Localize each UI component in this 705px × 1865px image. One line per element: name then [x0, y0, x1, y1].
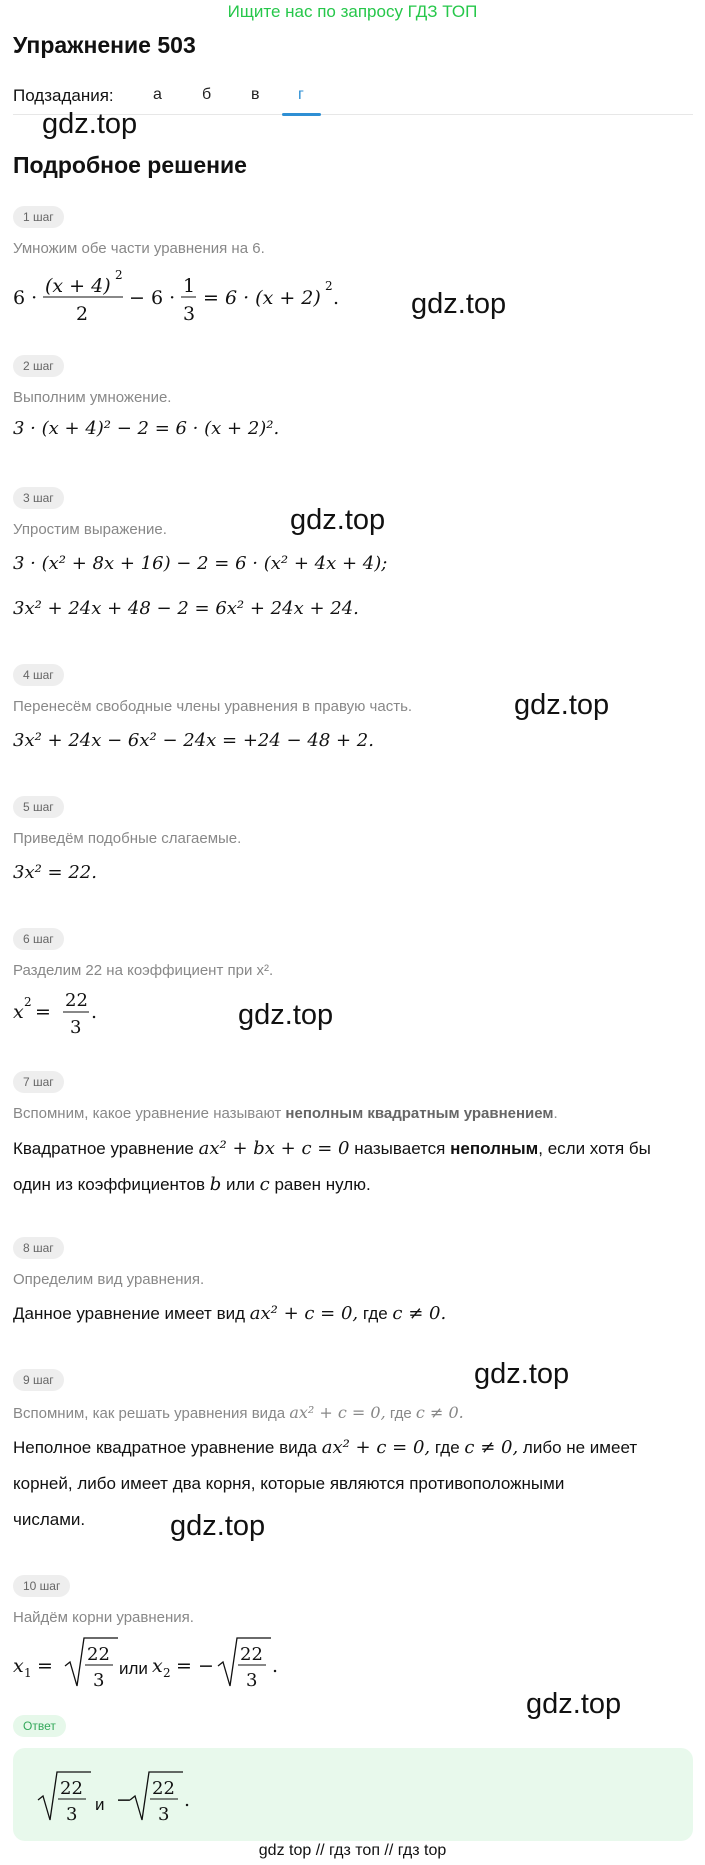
- step-description: Определим вид уравнения.: [13, 1271, 205, 1288]
- watermark: gdz.top: [526, 1688, 622, 1720]
- tab-v[interactable]: в: [251, 86, 260, 103]
- step-description: Перенесём свободные члены уравнения в правую часть.: [13, 698, 413, 715]
- step-description: Найдём корни уравнения.: [13, 1609, 194, 1626]
- step-pill: 7 шаг: [13, 1071, 64, 1093]
- step-description: Упростим выражение.: [13, 521, 167, 538]
- svg-text:.: .: [184, 1789, 191, 1811]
- step8-text: Данное уравнение имеет вид ax² + c = 0, где c ≠ 0.: [13, 1303, 447, 1324]
- svg-text:− 6 ·: − 6 ·: [129, 287, 176, 309]
- footer-links[interactable]: gdz top // гдз топ // гдз top: [258, 1842, 447, 1859]
- step-pill: 4 шаг: [13, 664, 64, 686]
- svg-text:x: x: [13, 1655, 24, 1677]
- svg-text:22: 22: [152, 1778, 175, 1799]
- active-tab-indicator: [282, 113, 321, 116]
- svg-text:= −: = −: [176, 1655, 214, 1677]
- step10-formula: [13, 1632, 303, 1696]
- svg-text:3: 3: [183, 303, 196, 325]
- svg-text:22: 22: [87, 1644, 110, 1665]
- step-pill: 1 шаг: [13, 206, 64, 228]
- solution-heading: Подробное решение: [13, 152, 247, 178]
- svg-text:1: 1: [24, 1666, 32, 1680]
- step-description: Вспомним, как решать уравнения вида ax² + c = 0, где c ≠ 0.: [13, 1403, 464, 1422]
- search-banner: Ищите нас по запросу ГДЗ ТОП: [227, 2, 478, 21]
- subtasks-label: Подзадания:: [13, 86, 114, 105]
- svg-text:.: .: [272, 1655, 279, 1677]
- watermark: gdz.top: [42, 108, 138, 140]
- svg-text:3: 3: [66, 1804, 78, 1825]
- svg-text:= 6 · (x + 2): = 6 · (x + 2): [203, 287, 321, 309]
- step6-formula: [13, 984, 103, 1040]
- watermark: gdz.top: [170, 1510, 266, 1542]
- step-pill: 6 шаг: [13, 928, 64, 950]
- answer-formula: [36, 1770, 196, 1830]
- step5-formula: 3x² = 22.: [13, 862, 97, 883]
- tab-g[interactable]: г: [298, 86, 304, 103]
- svg-text:2: 2: [325, 279, 333, 293]
- step7-definition-line2: один из коэффициентов b или c равен нулю.: [13, 1174, 371, 1195]
- watermark: gdz.top: [238, 999, 334, 1031]
- step10-or: или: [119, 1659, 148, 1678]
- svg-text:3: 3: [93, 1670, 105, 1691]
- watermark: gdz.top: [411, 288, 507, 320]
- watermark: gdz.top: [474, 1358, 570, 1390]
- step9-text-line1: Неполное квадратное уравнение вида ax² + c = 0, где c ≠ 0, либо не имеет: [13, 1437, 638, 1458]
- step-description: Приведём подобные слагаемые.: [13, 830, 242, 847]
- svg-text:2: 2: [163, 1666, 171, 1680]
- svg-text:22: 22: [240, 1644, 263, 1665]
- svg-text:(x + 4): (x + 4): [45, 275, 111, 297]
- tab-a[interactable]: а: [153, 86, 162, 103]
- answer-label: Ответ: [13, 1715, 66, 1737]
- svg-text:−: −: [116, 1789, 132, 1811]
- step9-text-line2: корней, либо имеет два корня, которые являются противоположными: [13, 1474, 565, 1493]
- svg-text:22: 22: [60, 1778, 83, 1799]
- svg-text:6 ·: 6 ·: [13, 287, 38, 309]
- step3-formula-b: 3x² + 24x + 48 − 2 = 6x² + 24x + 24.: [13, 598, 359, 619]
- step-pill: 5 шаг: [13, 796, 64, 818]
- step-description: Выполним умножение.: [13, 389, 172, 406]
- step3-formula-a: 3 · (x² + 8x + 16) − 2 = 6 · (x² + 4x + 4);: [13, 553, 388, 574]
- step-pill: 8 шаг: [13, 1237, 64, 1259]
- tab-b[interactable]: б: [202, 86, 212, 103]
- step-pill: 3 шаг: [13, 487, 64, 509]
- step-description: Вспомним, какое уравнение называют неполным квадратным уравнением.: [13, 1105, 558, 1122]
- svg-text:x: x: [13, 1001, 24, 1023]
- step-pill: 9 шаг: [13, 1369, 64, 1391]
- svg-text:3: 3: [246, 1670, 258, 1691]
- svg-text:x: x: [152, 1655, 163, 1677]
- watermark: gdz.top: [514, 689, 610, 721]
- svg-text:2: 2: [24, 995, 32, 1009]
- svg-text:2: 2: [76, 303, 89, 325]
- step7-definition-line1: Квадратное уравнение ax² + bx + c = 0 называется неполным, если хотя бы: [13, 1138, 651, 1159]
- step-description: Разделим 22 на коэффициент при x².: [13, 962, 274, 979]
- svg-text:3: 3: [70, 1017, 82, 1038]
- svg-text:3: 3: [158, 1804, 170, 1825]
- svg-text:1: 1: [183, 275, 196, 297]
- page-title: Упражнение 503: [13, 32, 196, 58]
- step9-text-line3: числами.: [13, 1510, 86, 1529]
- svg-text:=: =: [37, 1655, 53, 1677]
- step1-formula: [13, 266, 343, 330]
- step4-formula: 3x² + 24x − 6x² − 24x = +24 − 48 + 2.: [13, 730, 374, 751]
- step2-formula: 3 · (x + 4)² − 2 = 6 · (x + 2)².: [13, 418, 280, 439]
- svg-text:=: =: [35, 1001, 51, 1023]
- svg-text:22: 22: [65, 990, 88, 1011]
- answer-and: и: [95, 1795, 105, 1814]
- step-pill: 10 шаг: [13, 1575, 70, 1597]
- step-description: Умножим обе части уравнения на 6.: [13, 240, 265, 257]
- step-pill: 2 шаг: [13, 355, 64, 377]
- svg-text:2: 2: [115, 268, 123, 282]
- svg-text:.: .: [333, 287, 340, 309]
- watermark: gdz.top: [290, 504, 386, 536]
- svg-text:.: .: [91, 1001, 98, 1023]
